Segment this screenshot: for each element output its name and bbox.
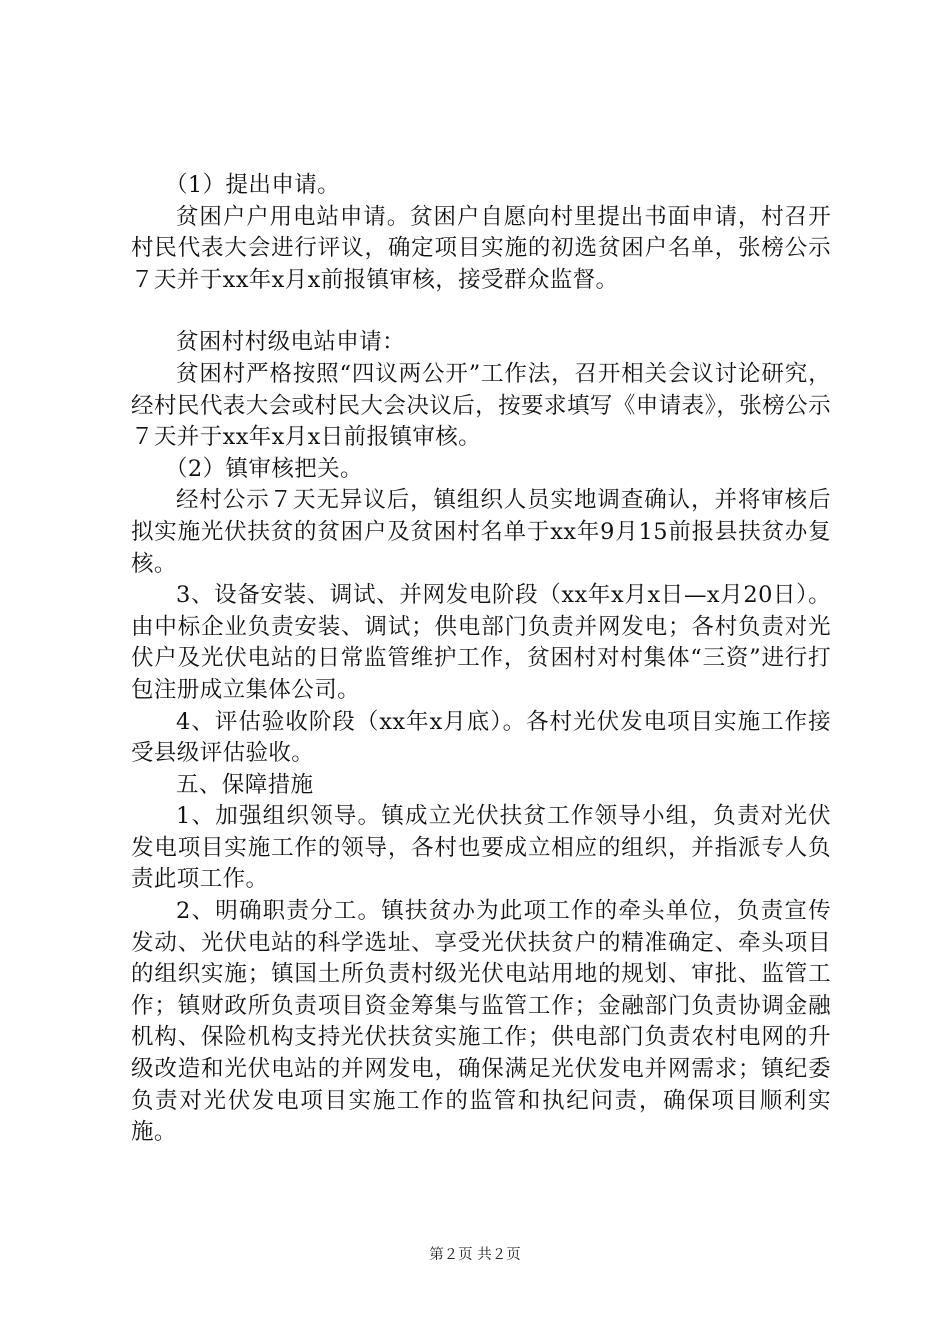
page-footer: 第２页 共２页 (429, 1247, 521, 1263)
section-heading-safeguards: 五、保障措施 (176, 771, 314, 798)
paragraph-village-application: 贫困村严格按照“四议两公开”工作法，召开相关会议讨论研究，经村民代表大会或村民大会决议后，按要求填写《申请表》，张榜公示７天并于xx年x月x日前报镇审核。 (131, 360, 831, 451)
paragraph-installation-stage: 3、设备安装、调试、并网发电阶段（xx年x月x日—x月20日）。由中标企业负责安装、调试；供电部门负责并网发电；各村负责对光伏户及光伏电站的日常监管维护工作，贫困村对村集体“三资”进行打包注册成立集体公司。 (131, 582, 831, 703)
paragraph-leadership: 1、加强组织领导。镇成立光伏扶贫工作领导小组，负责对光伏发电项目实施工作的领导，各村也要成立相应的组织，并指派专人负责此项工作。 (131, 803, 831, 893)
paragraph-town-review: 经村公示７天无异议后，镇组织人员实地调查确认，并将审核后拟实施光伏扶贫的贫困户及贫困村名单于xx年9月15前报县扶贫办复核。 (131, 487, 831, 577)
paragraph-household-application: 贫困户户用电站申请。贫困户自愿向村里提出书面申请，村召开村民代表大会进行评议，确定项目实施的初选贫困户名单，张榜公示７天并于xx年x月x前报镇审核，接受群众监督。 (131, 203, 831, 293)
document-body (131, 170, 831, 1149)
paragraph-village-application-heading: 贫困村村级电站申请： (176, 329, 406, 356)
paragraph-apply-heading: （1）提出申请。 (165, 172, 341, 198)
paragraph-town-review-heading: （2）镇审核把关。 (165, 455, 363, 482)
paragraph-acceptance-stage: 4、评估验收阶段（xx年x月底）。各村光伏发电项目实施工作接受县级评估验收。 (131, 708, 831, 767)
paragraph-responsibilities: 2、明确职责分工。镇扶贫办为此项工作的牵头单位，负责宣传发动、光伏电站的科学选址、享受光伏扶贫户的精准确定、牵头项目的组织实施；镇国土所负责村级光伏电站用地的规划、审批、监管工作；镇财政所负责项目资金筹集与监管工作；金融部门负责协调金融机构、保险机构支持光伏扶贫实施工作；供电部门负责农村电网的升级改造和光伏电站的并网发电，确保满足光伏发电并网需求；镇纪委负责对光伏发电项目实施工作的监管和执纪问责，确保项目顺利实施。 (131, 898, 831, 1146)
